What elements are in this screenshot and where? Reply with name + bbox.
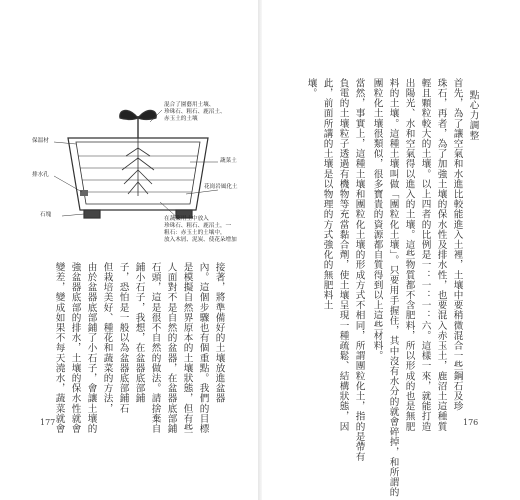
right-col-2: 珠石，再者，為了加強土壤的保水性及排水性，也要混入赤玉土，鹿沼土這種質	[435, 78, 447, 432]
left-col-9: 強盆器底部的排水，土壤的保水性就會	[69, 262, 81, 434]
label-bottom-right-line-4: 放入木屑、泥炭、使花朵增加	[164, 237, 237, 243]
label-insulation: 保溫材	[32, 138, 49, 144]
label-bottom-right	[164, 216, 237, 244]
label-stones: 石塊	[40, 212, 52, 218]
label-top-right-line-2: 珍珠石、粗石、鹿沼土、	[164, 109, 226, 115]
page-number-right: 176	[463, 418, 479, 427]
label-drain-hole: 排水孔	[32, 172, 49, 178]
label-bottom-right-line-1: 在蔬菜用土中放入	[164, 216, 209, 222]
label-top-right	[164, 102, 226, 123]
left-col-0: 接著，將準備好的土壤放進盆器	[213, 262, 225, 404]
label-bottom-right-line-2: 珍珠石、粗石、鹿沼土，一	[164, 223, 232, 229]
label-vegetable-soil: 蔬菜土	[220, 158, 237, 164]
drain-hole	[80, 190, 88, 196]
right-col-3: 輕且顆粒較大的土壤。以上四者的比例是一：一：一：六。這樣一來，就能打造	[419, 78, 431, 432]
pot-foot-left	[84, 210, 100, 218]
page-number-left: 177	[40, 418, 56, 427]
right-col-0: 點心力調整	[467, 90, 479, 141]
left-col-7: 但栽培美好、種花和蔬菜的方法，	[101, 262, 113, 414]
right-col-10: 壤。	[305, 78, 317, 99]
right-col-6: 團粒化土壤很類似，很多寶貴的資源都自質得到以上這些材料。	[371, 78, 383, 361]
right-col-7: 當然，事實上，這種土壤和團粒化土壤的形成方式不相同，所謂團粒化土，指的是帶有	[353, 78, 365, 462]
left-col-1: 內。這個步驟也有個重點。我們的目標	[197, 262, 209, 434]
left-col-10: 變差，變成如果不每天澆水，蔬菜就會	[53, 262, 65, 434]
left-col-3: 人面對不是自然的盆器，在盆器底部鋪	[165, 262, 177, 434]
right-col-8: 負電的土壤粒子透過有機物等充當黏合劑，使土壤呈現一種疏鬆、結構狀態，因	[337, 78, 349, 432]
label-top-right-line-3: 赤玉土的土壤	[164, 116, 198, 122]
book-gutter	[258, 0, 262, 500]
label-top-right-line-1: 混合了園藝用土壤、	[164, 102, 215, 108]
label-bottom-right-line-3: 粗石：赤玉土的土壤中，	[164, 230, 226, 236]
label-granite-soil: 花崗岩風化土	[204, 184, 238, 190]
left-col-6: 子，恐怕是一般以為盆器底部鋪石	[117, 262, 129, 414]
planter-soil-diagram	[32, 98, 240, 246]
right-col-9: 此，前面所講的土壤是以物理的方式強化的無肥料土	[321, 78, 333, 311]
left-col-4: 石頭，這是很不自然的做法。請捨棄自	[149, 262, 161, 434]
right-col-4: 出陽光、水和空氣得以進入的土壤。這些物質都不含肥料，所以形成的也是無肥	[403, 78, 415, 432]
plant-leaf-left	[120, 110, 138, 119]
left-col-2: 是模擬自然界原本的土壤狀態，但有些	[181, 262, 193, 434]
plant-roots	[122, 138, 154, 196]
left-col-8: 由於盆器底部鋪了小石子，會讓土壤的	[85, 262, 97, 434]
right-col-5: 料的土壤。這種土壤叫做「團粒化土壤」。只要用手握住，其中沒有水分的就會碎掉，和所謂的	[387, 78, 399, 498]
right-col-1: 首先，為了讓空氣和水進比較能進入土裡，土壤中要稍微混合一些鋼石及珍	[451, 78, 463, 412]
left-col-5: 鋪小石子，我想，在盆器底部鋪	[133, 262, 145, 404]
